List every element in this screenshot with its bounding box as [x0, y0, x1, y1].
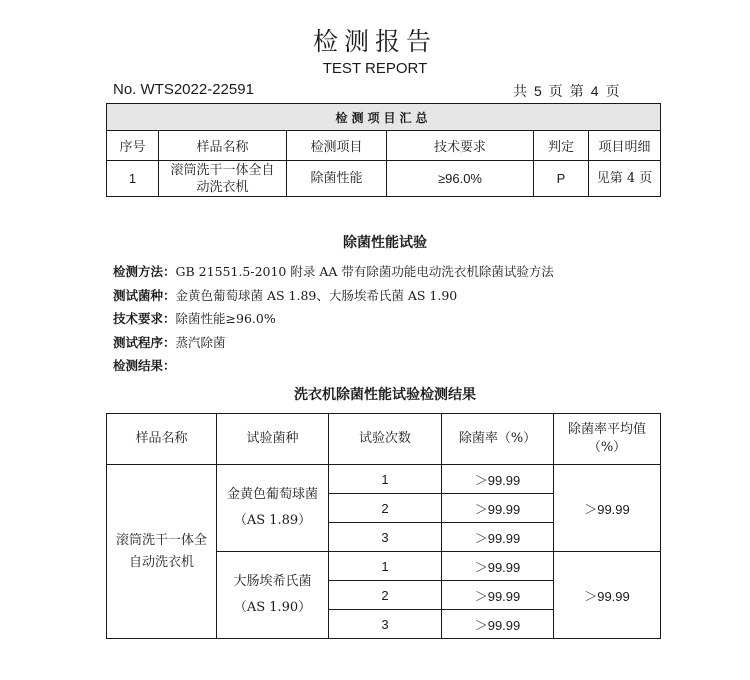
field-procedure-value: 蒸汽除菌 [175, 335, 226, 350]
page-unit-label: 页 [548, 84, 564, 100]
cell-sample-line1: 滚筒洗干一体全自 [170, 162, 275, 178]
page-total-label: 共 [513, 84, 528, 100]
res-run-rate: ＞99.99 [442, 465, 554, 494]
field-requirement-label: 技术要求： [113, 311, 176, 326]
res-col-strain: 试验菌种 [217, 414, 329, 465]
res-col-average-line2: （%） [587, 440, 627, 455]
report-title-cn: 检测报告 [312, 27, 437, 56]
col-header-sample: 样品名称 [159, 131, 287, 161]
summary-table [106, 103, 661, 197]
field-method-value: GB 21551.5-2010 附录 AA 带有除菌功能电动洗衣机除菌试验方法 [175, 264, 554, 279]
res-run-number: 2 [329, 581, 442, 610]
res-col-run: 试验次数 [329, 414, 442, 465]
res-average: ＞99.99 [554, 465, 661, 552]
page-info [510, 81, 624, 101]
res-col-rate: 除菌率（%） [442, 414, 554, 465]
col-header-verdict: 判定 [534, 131, 589, 161]
page-total: 5 [534, 83, 543, 99]
col-header-detail: 项目明细 [589, 131, 661, 161]
res-strain-cell [217, 465, 329, 552]
res-run-rate: ＞99.99 [442, 523, 554, 552]
res-run-number: 1 [329, 465, 442, 494]
page-current: 4 [590, 83, 600, 99]
res-run-rate: ＞99.99 [442, 552, 554, 581]
cell-sample-line2: 动洗衣机 [196, 179, 249, 195]
res-sample-line2: 自动洗衣机 [128, 554, 194, 570]
res-strain-name: 金黄色葡萄球菌 [226, 487, 318, 502]
col-header-requirement: 技术要求 [387, 131, 534, 161]
res-average: ＞99.99 [554, 552, 661, 639]
col-header-item: 检测项目 [287, 131, 387, 161]
res-strain-code: （AS 1.90） [233, 600, 312, 615]
page-current-label: 第 [569, 84, 585, 100]
results-title: 洗衣机除菌性能试验检测结果 [294, 387, 476, 403]
res-strain-name: 大肠埃希氏菌 [233, 574, 312, 589]
field-method [113, 262, 554, 280]
cell-sample [159, 161, 287, 197]
res-sample-cell [107, 465, 217, 639]
report-number: No. WTS2022-22591 [113, 81, 254, 98]
field-method-label: 检测方法： [113, 264, 176, 279]
field-procedure [113, 333, 226, 351]
cell-item: 除菌性能 [287, 161, 387, 197]
report-title-en: TEST REPORT [322, 60, 428, 77]
col-header-no: 序号 [107, 131, 159, 161]
cell-detail: 见第 4 页 [589, 161, 661, 197]
table-row [107, 465, 661, 494]
res-run-rate: ＞99.99 [442, 581, 554, 610]
res-run-number: 2 [329, 494, 442, 523]
table-row [107, 161, 661, 197]
res-col-sample: 样品名称 [107, 414, 217, 465]
res-strain-cell [217, 552, 329, 639]
field-result [113, 356, 176, 374]
section-title: 除菌性能试验 [343, 235, 427, 251]
res-run-rate: ＞99.99 [442, 494, 554, 523]
res-col-average [554, 414, 661, 465]
res-run-rate: ＞99.99 [442, 610, 554, 639]
field-strain-label: 测试菌种： [113, 288, 176, 303]
res-run-number: 3 [329, 523, 442, 552]
res-sample-line1: 滚筒洗干一体全 [115, 532, 207, 548]
field-procedure-label: 测试程序： [113, 335, 176, 350]
page-unit-label-2: 页 [605, 84, 621, 100]
results-table [106, 413, 661, 639]
res-run-number: 3 [329, 610, 442, 639]
cell-requirement: ≥96.0% [387, 161, 534, 197]
cell-verdict: P [534, 161, 589, 197]
field-result-label: 检测结果： [113, 358, 176, 373]
res-run-number: 1 [329, 552, 442, 581]
summary-caption: 检测项目汇总 [107, 104, 661, 131]
res-col-average-line1: 除菌率平均值 [567, 422, 646, 437]
field-strain [113, 286, 457, 304]
cell-no: 1 [107, 161, 159, 197]
res-strain-code: （AS 1.89） [233, 513, 312, 528]
field-requirement-value: 除菌性能≥96.0% [175, 311, 276, 326]
field-strain-value: 金黄色葡萄球菌 AS 1.89、大肠埃希氏菌 AS 1.90 [175, 288, 458, 303]
field-requirement [113, 309, 276, 327]
